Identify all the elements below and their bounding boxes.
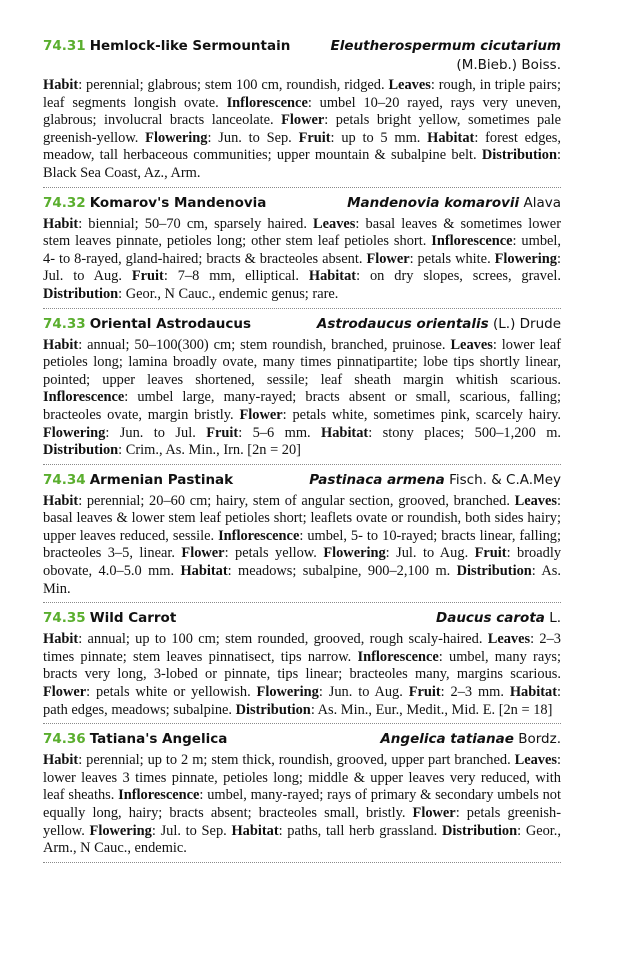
field-text: : annual; 50–100(300) cm; stem roundish, branched, pruinose.	[78, 336, 451, 353]
species-entry	[43, 37, 561, 188]
species-entry	[43, 315, 561, 465]
field-label: Leaves	[487, 631, 531, 648]
field-text: : petals greenish-yellow.	[43, 805, 561, 839]
field-text: : petals white, sometimes pink, scarcely hairy.	[282, 406, 562, 423]
field-label: Habitat	[308, 268, 357, 285]
field-text: : petals bright yellow, sometimes pale greenish-yellow.	[43, 112, 561, 146]
field-text: : umbel, 5- to 10-rayed; bracts linear, falling; bracteoles 3–5, linear.	[43, 527, 561, 562]
field-text: : perennial; glabrous; stem 100 cm, roundish, ridged.	[78, 77, 389, 93]
field-label: Habit	[43, 215, 79, 232]
scientific-name: Mandenovia komarovii	[347, 194, 520, 211]
entry-header	[43, 37, 561, 56]
species-entry	[43, 194, 561, 309]
field-text: : broadly obovate, 4.0–5.0 mm.	[43, 545, 562, 580]
entry-description	[43, 216, 561, 304]
field-label: Flowering	[145, 129, 208, 146]
field-text: : perennial; 20–60 cm; hairy, stem of angular section, grooved, branched.	[78, 492, 515, 509]
field-label: Flowering	[323, 545, 386, 562]
field-label: Inflorescence	[357, 648, 439, 665]
field-label: Fruit	[298, 129, 331, 146]
field-text: : basal leaves & lower stem leaf petioles short; leaflets ovate or roundish, both sides hairy; upper leaves reduced, sessile.	[43, 492, 561, 544]
field-label: Leaves	[514, 752, 557, 769]
field-text: : annual; up to 100 cm; stem rounded, grooved, rough scaly-haired.	[78, 631, 488, 648]
entry-number: 74.31	[43, 38, 86, 54]
field-label: Flower	[43, 684, 87, 701]
species-entry	[43, 730, 561, 863]
field-label: Inflorescence	[431, 233, 513, 250]
field-label: Flowering	[256, 684, 319, 701]
field-label: Habitat	[427, 129, 475, 146]
field-text: : perennial; up to 2 m; stem thick, roundish, grooved, upper part branched.	[78, 752, 515, 769]
field-label: Habitat	[231, 822, 279, 839]
field-label: Distribution	[481, 147, 557, 164]
entry-header	[43, 471, 561, 490]
entry-description	[43, 337, 561, 460]
field-text: : path edges, meadows; subalpine.	[43, 684, 561, 718]
scientific-name-line	[380, 730, 561, 749]
field-label: Habit	[43, 336, 79, 353]
field-text: : lower leaves 3 times pinnate, petioles long; middle & upper leaves very reduced, with leaf sheaths.	[43, 752, 561, 804]
field-text: : meadows; subalpine, 900–2,100 m.	[227, 563, 457, 580]
field-label: Distribution	[441, 822, 518, 839]
scientific-name: Daucus carota	[436, 610, 545, 627]
field-text: : on dry slopes, screes, gravel.	[356, 268, 561, 285]
field-text: : As. Min., Eur., Medit., Mid. E. [2n = 18]	[310, 701, 553, 718]
common-name: Komarov's Mandenovia	[89, 194, 267, 211]
field-text: : petals yellow.	[224, 545, 324, 562]
field-text: : umbel, many rays; bracts very long, 3-lobed or pinnate, tips linear; bracteoles many, margins scarious.	[43, 648, 561, 683]
field-text: : umbel 10–20 rayed, rays very uneven, glabrous; involucral bracts lanceolate.	[43, 94, 561, 129]
field-label: Flower	[239, 406, 283, 423]
field-text: : 2–3 times pinnate; stem leaves pinnatisect, tips narrow.	[43, 631, 561, 665]
field-text: : Geor., N Cauc., endemic genus; rare.	[118, 285, 339, 302]
scientific-name-line	[331, 37, 562, 56]
entry-title	[43, 730, 227, 749]
scientific-name-line	[347, 194, 561, 213]
field-text: : umbel, many-rayed; rays of primary & secondary umbels not equally long, hairy; bracts absent; bracteoles small, bristly.	[43, 787, 561, 821]
species-entry	[43, 609, 561, 724]
field-text: : Jul. to Aug.	[43, 250, 561, 285]
field-label: Flowering	[43, 424, 106, 441]
field-text: : lower leaf petioles long; lamina broadly ovate, many times pinnatipartite; lobe tips shortly linear, pointed; upper leaves shortened, sessile; leaf sheath margin whitish scarious.	[43, 336, 561, 388]
entry-number: 74.35	[43, 610, 86, 627]
field-label: Leaves	[514, 492, 557, 509]
field-label: Inflorescence	[218, 527, 300, 544]
entry-number: 74.34	[43, 471, 86, 488]
field-label: Flower	[281, 112, 325, 129]
field-text: : umbel large, many-rayed; bracts absent or small, scarious, falling; bracteoles ovate, margin bristly.	[43, 389, 561, 423]
author-citation: Alava	[523, 194, 561, 211]
field-label: Habitat	[509, 684, 557, 701]
field-label: Fruit	[206, 424, 239, 441]
scientific-name: Eleutherospermum cicutarium	[330, 38, 561, 54]
scientific-name: Pastinaca armena	[309, 471, 445, 488]
field-label: Leaves	[388, 77, 431, 93]
field-label: Distribution	[43, 442, 119, 459]
field-label: Distribution	[456, 563, 532, 580]
field-label: Leaves	[450, 336, 493, 353]
field-text: : Jun. to Aug.	[318, 684, 409, 701]
field-label: Habit	[43, 631, 79, 648]
field-text: : 5–6 mm.	[238, 424, 322, 441]
field-label: Inflorescence	[226, 94, 308, 111]
entry-number: 74.33	[43, 315, 86, 332]
scientific-name-line	[317, 315, 561, 334]
author-citation: Fisch. & C.A.Mey	[449, 471, 561, 488]
common-name: Oriental Astrodaucus	[89, 315, 252, 332]
common-name: Tatiana's Angelica	[89, 731, 228, 748]
field-text: : stony places; 500–1,200 m.	[368, 424, 561, 441]
author-citation: (L.) Drude	[492, 315, 561, 332]
field-label: Habitat	[180, 563, 228, 580]
field-text: : Black Sea Coast, Az., Arm.	[43, 147, 561, 181]
field-text: : forest edges, meadow, tall herbaceous communities; upper mountain & subalpine belt.	[43, 129, 561, 164]
field-label: Leaves	[313, 215, 356, 232]
species-entry	[43, 471, 561, 604]
field-text: : basal leaves & sometimes lower stem leaves pinnate, petioles long; other stem leaf petioles short.	[43, 215, 561, 250]
field-text: : 2–3 mm.	[440, 684, 510, 701]
field-label: Fruit	[474, 545, 507, 562]
author-citation: L.	[549, 610, 561, 627]
field-label: Distribution	[43, 285, 119, 302]
field-label: Flowering	[89, 822, 152, 839]
entry-number: 74.32	[43, 194, 86, 211]
entry-description	[43, 77, 561, 183]
field-text: : Crim., As. Min., Irn. [2n = 20]	[118, 442, 301, 459]
species-list	[43, 37, 561, 869]
common-name: Wild Carrot	[89, 610, 177, 627]
entry-header	[43, 730, 561, 749]
field-label: Habit	[43, 77, 79, 93]
field-label: Inflorescence	[118, 787, 200, 804]
field-text: : 7–8 mm, elliptical.	[163, 268, 309, 285]
field-label: Fruit	[408, 684, 441, 701]
entry-description	[43, 752, 561, 858]
scientific-name: Astrodaucus orientalis	[316, 315, 489, 332]
field-label: Flower	[366, 250, 410, 267]
entry-title	[43, 315, 251, 334]
entry-header	[43, 194, 561, 213]
field-label: Flowering	[494, 250, 557, 267]
common-name: Armenian Pastinak	[89, 471, 234, 488]
entry-header	[43, 315, 561, 334]
author-citation: (M.Bieb.) Boiss.	[456, 57, 561, 73]
field-label: Flower	[412, 805, 456, 821]
scientific-name: Angelica tatianae	[380, 731, 514, 748]
entry-description	[43, 493, 561, 599]
field-label: Habitat	[321, 424, 369, 441]
field-label: Inflorescence	[43, 389, 125, 406]
scientific-name-line	[309, 471, 561, 490]
field-text: : petals white.	[409, 250, 495, 267]
entry-number: 74.36	[43, 731, 86, 748]
entry-title	[43, 471, 233, 490]
field-text: : Jun. to Sep.	[207, 129, 299, 146]
field-text: : Jul. to Sep.	[151, 822, 232, 839]
entry-description	[43, 631, 561, 719]
field-text: : biennial; 50–70 cm, sparsely haired.	[78, 215, 314, 232]
field-text: : Jul. to Aug.	[385, 545, 475, 562]
field-text: : Jun. to Jul.	[105, 424, 207, 441]
field-text: : umbel, 4- to 8-rayed, gland-haired; bracts & bracteoles absent.	[43, 233, 561, 267]
field-label: Distribution	[235, 701, 311, 718]
field-label: Habit	[43, 492, 79, 509]
field-text: : As. Min.	[43, 563, 561, 597]
common-name: Hemlock-like Sermountain	[89, 38, 291, 54]
field-text: : rough, in triple pairs; leaf segments longish ovate.	[43, 77, 561, 111]
entry-title	[43, 609, 176, 628]
entry-header	[43, 609, 561, 628]
author-citation: Bordz.	[518, 731, 561, 748]
field-label: Fruit	[131, 268, 164, 285]
field-text: : up to 5 mm.	[330, 129, 428, 146]
entry-title	[43, 37, 290, 56]
field-label: Habit	[43, 752, 79, 769]
scientific-name-line	[436, 609, 561, 628]
field-text: : petals white or yellowish.	[86, 684, 257, 701]
field-label: Flower	[181, 545, 225, 562]
field-text: : Geor., Arm., N Cauc., endemic.	[43, 822, 561, 857]
entry-title	[43, 194, 266, 213]
field-text: : paths, tall herb grassland.	[278, 822, 442, 839]
